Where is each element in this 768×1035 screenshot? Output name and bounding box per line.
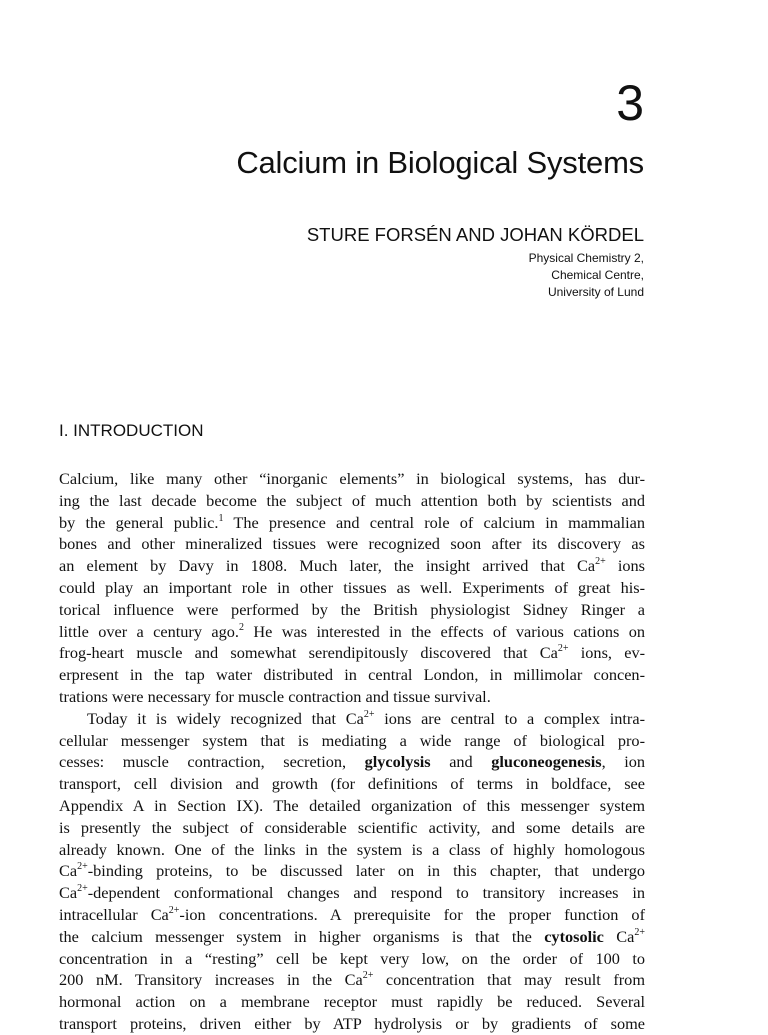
text-line: torical influence were performed by the British physiologist Sidney Ringer a — [59, 599, 645, 619]
glossary-term: gluconeogenesis — [491, 752, 602, 772]
text-line: ing the last decade become the subject of much attention both by scientists and — [59, 490, 645, 510]
text-line: Today it is widely recognized that $Ca^{2+}$ ions are central to a complex intra- — [87, 708, 645, 728]
author-affiliation — [529, 250, 644, 301]
paragraph-2 — [59, 708, 645, 1035]
affiliation-line: University of Lund — [547, 285, 644, 299]
chapter-title: Calcium in Biological Systems — [236, 145, 644, 180]
text-line: erpresent in the tap water distributed in central London, in millimolar concen- — [59, 665, 645, 685]
body-text — [59, 468, 645, 1035]
text-line: could play an important role in other tissues as well. Experiments of great his- — [59, 577, 645, 597]
section-heading: I. INTRODUCTION — [59, 421, 204, 440]
text-line: cellular messenger system that is mediating a wide range of biological pro- — [59, 730, 645, 750]
affiliation-line: Chemical Centre, — [551, 268, 644, 282]
text-line: concentration in a “resting” cell be kept very low, on the order of 100 to — [59, 948, 645, 968]
chapter-authors: STURE FORSÉN AND JOHAN KÖRDEL — [306, 224, 644, 245]
text-line: bones and other mineralized tissues were recognized soon after its discovery as — [59, 534, 645, 554]
text-line: the calcium messenger system in higher organisms is that the cytosolic $Ca^{2+}$ — [59, 926, 645, 946]
footnote-ref: 1 — [218, 512, 224, 524]
glossary-term: glycolysis — [364, 752, 431, 772]
text-line: transport proteins, driven either by ATP hydrolysis or by gradients of some — [59, 1013, 645, 1033]
text-line: cesses: muscle contraction, secretion, glycolysis and gluconeogenesis, ion — [59, 752, 646, 772]
text-line: $Ca^{2+}$-binding proteins, to be discussed later on in this chapter, that undergo — [59, 861, 645, 881]
text-line: little over a century ago.$^2$ He was interested in the effects of various cations on — [59, 621, 645, 641]
text-line: frog-heart muscle and somewhat serendipitously discovered that $Ca^{2+}$ ions, ev- — [59, 643, 646, 663]
text-line: by the general public.$^1$ The presence and central role of calcium in mammalian — [59, 512, 645, 532]
chapter-number: 3 — [616, 75, 644, 131]
footnote-ref: 2 — [238, 621, 244, 633]
text-line: intracellular $Ca^{2+}$-ion concentrations. A prerequisite for the proper function of — [59, 904, 645, 924]
glossary-term: cytosolic — [544, 926, 604, 946]
text-line: is presently the subject of considerable scientific activity, and some details are — [59, 817, 645, 837]
text-line: hormonal action on a membrane receptor must rapidly be reduced. Several — [59, 992, 645, 1012]
text-line: $Ca^{2+}$-dependent conformational changes and respond to transitory increases in — [59, 883, 645, 903]
text-line: 200 nM. Transitory increases in the $Ca^{2+}$ concentration that may result from — [59, 970, 645, 990]
text-line: already known. One of the links in the system is a class of highly homologous — [59, 839, 645, 859]
text-line: Calcium, like many other “inorganic elements” in biological systems, has dur- — [59, 469, 645, 488]
text-line: Appendix A in Section IX). The detailed organization of this messenger system — [59, 795, 645, 815]
text-line: an element by Davy in 1808. Much later, the insight arrived that $Ca^{2+}$ ions — [59, 556, 645, 576]
paragraph-1 — [59, 468, 645, 708]
text-line: trations were necessary for muscle contraction and tissue survival. — [59, 686, 491, 706]
affiliation-line: Physical Chemistry 2, — [528, 251, 644, 265]
text-line: transport, cell division and growth (for definitions of terms in boldface, see — [59, 774, 645, 794]
